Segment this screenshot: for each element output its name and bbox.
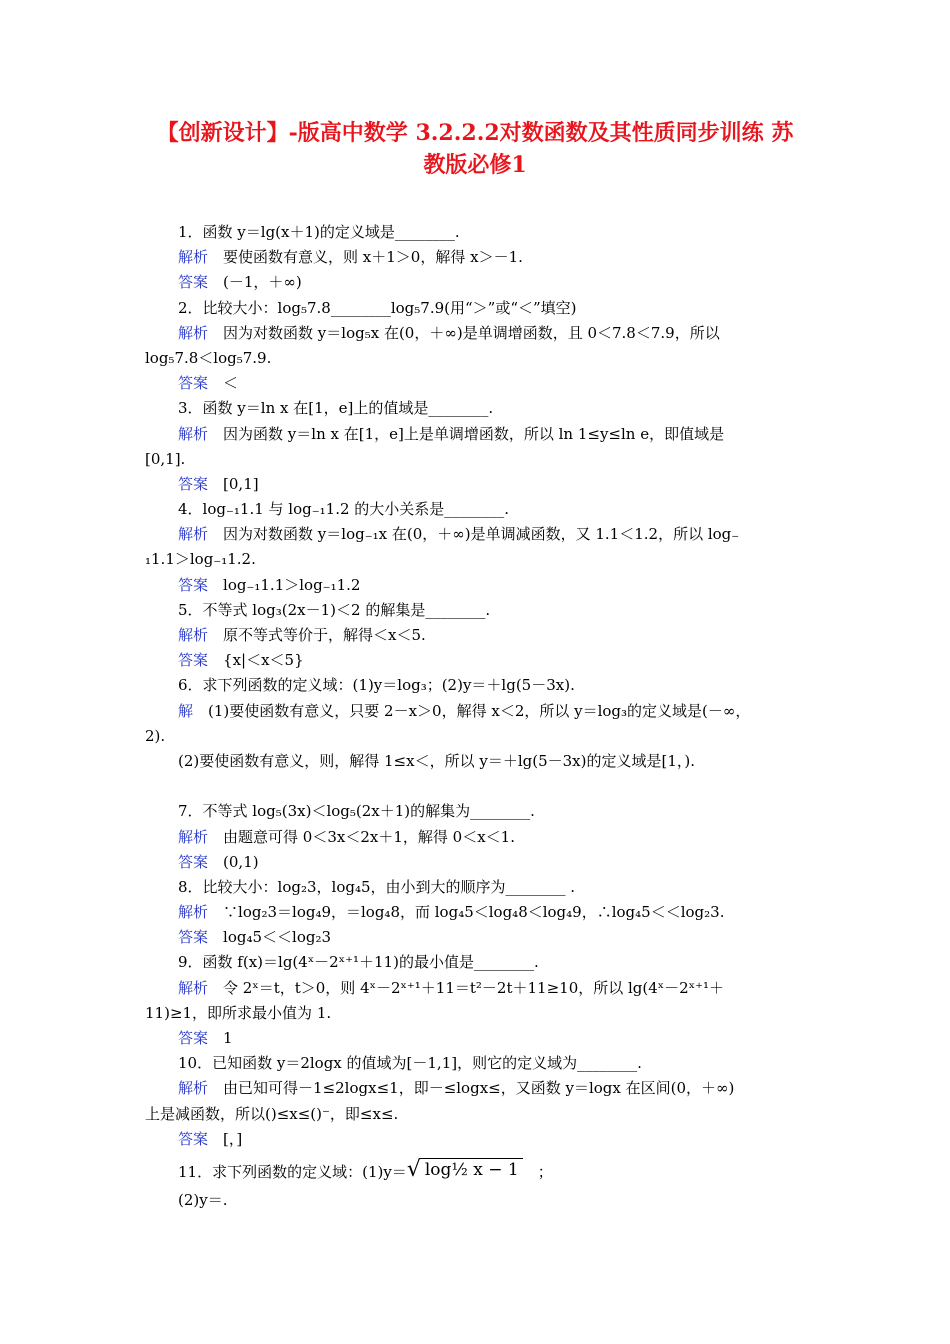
answer-label: 答案	[178, 852, 209, 871]
answer-label: 答案	[178, 1129, 209, 1148]
question-11-text: 11．求下列函数的定义域：(1)y＝	[178, 1162, 407, 1181]
answer-label: 答案	[178, 575, 209, 594]
answer-1	[145, 270, 807, 295]
answer-label: 答案	[178, 1029, 209, 1047]
analysis-text: 由已知可得－1≤2logx≤1，即－≤logx≤，又函数 y＝logx 在区间(0，＋∞)	[223, 1079, 735, 1098]
analysis-9	[145, 976, 807, 1001]
analysis-5	[145, 623, 807, 648]
answer-text: ＜	[223, 374, 239, 393]
analysis-label: 解析	[178, 424, 209, 443]
question-1: 1．函数 y＝lg(x＋1)的定义域是________.	[178, 223, 460, 241]
question-9: 9．函数 f(x)＝lg(4ˣ－2ˣ⁺¹＋11)的最小值是________.	[178, 953, 539, 972]
analysis-text: 因为对数函数 y＝log₋₁x 在(0，＋∞)是单调减函数，又 1.1＜1.2，所以 log₋	[223, 525, 740, 544]
solution-6-cont: 2).	[145, 726, 166, 745]
answer-label: 答案	[178, 374, 209, 393]
analysis-label: 解析	[178, 978, 209, 997]
question-11-sep: ；	[537, 1162, 553, 1181]
analysis-label: 解析	[178, 903, 209, 922]
radical-sign-icon: √	[406, 1156, 421, 1182]
sqrt-expression	[407, 1154, 523, 1184]
answer-text: log₋₁1.1＞log₋₁1.2	[223, 575, 361, 594]
analysis-10-cont: 上是减函数，所以()≤x≤()⁻，即≤x≤.	[145, 1104, 399, 1123]
question-7: 7．不等式 log₅(3x)＜log₅(2x＋1)的解集为________.	[178, 802, 535, 821]
analysis-text: 要使函数有意义，则 x＋1＞0，解得 x＞－1.	[223, 248, 523, 267]
title-line-2: 教版必修1	[423, 152, 527, 178]
answer-8	[145, 925, 807, 950]
answer-text: (0,1)	[223, 852, 259, 871]
answer-text: [，]	[223, 1129, 243, 1148]
title-line-1: 【创新设计】-版高中数学 3.2.2.2对数函数及其性质同步训练 苏	[156, 120, 794, 146]
analysis-text: 令 2ˣ＝t，t＞0，则 4ˣ－2ˣ⁺¹＋11＝t²－2t＋11≥10，所以 lg(4ˣ－2ˣ⁺¹＋	[223, 978, 724, 997]
question-11-part2: (2)y＝.	[178, 1190, 228, 1209]
question-2: 2．比较大小：log₅7.8________log₅7.9(用“＞”或“＜”填空)	[178, 298, 577, 317]
answer-text: (－1，＋∞)	[223, 273, 302, 292]
answer-label: 答案	[178, 928, 209, 947]
answer-4	[145, 573, 807, 598]
question-11	[145, 1156, 807, 1188]
analysis-label: 解析	[178, 827, 209, 846]
answer-text: [0,1]	[223, 474, 259, 493]
answer-text: {x|＜x＜5}	[223, 651, 304, 670]
solution-6-part2: (2)要使函数有意义，则，解得 1≤x＜，所以 y＝＋lg(5－3x)的定义域是[1，).	[178, 751, 695, 770]
radicand: log½ x − 1	[421, 1158, 523, 1181]
analysis-label: 解析	[178, 248, 209, 267]
analysis-4	[145, 522, 807, 547]
solution-text: (1)要使函数有意义，只要 2－x＞0，解得 x＜2，所以 y＝log₃的定义域是(－∞，	[208, 701, 751, 720]
analysis-3	[145, 422, 807, 447]
question-8: 8．比较大小：log₂3，log₄5，由小到大的顺序为________ .	[178, 877, 576, 896]
analysis-label: 解析	[178, 323, 209, 342]
spacer	[145, 774, 807, 799]
solution-label: 解	[178, 701, 194, 720]
analysis-text: 因为函数 y＝ln x 在[1，e]上是单调增函数，所以 ln 1≤y≤ln e，即值域是	[223, 424, 725, 443]
answer-text: 1	[223, 1029, 233, 1047]
analysis-text: 原不等式等价于，解得＜x＜5.	[223, 626, 426, 644]
answer-2	[145, 371, 807, 396]
analysis-10	[145, 1076, 807, 1101]
answer-text: log₄5＜＜log₂3	[223, 928, 332, 947]
analysis-label: 解析	[178, 525, 209, 544]
analysis-label: 解析	[178, 1079, 209, 1098]
analysis-8	[145, 900, 807, 925]
answer-10	[145, 1127, 807, 1152]
answer-label: 答案	[178, 651, 209, 670]
analysis-7	[145, 825, 807, 850]
analysis-text: 因为对数函数 y＝log₅x 在(0，＋∞)是单调增函数，且 0＜7.8＜7.9，所以	[223, 323, 720, 342]
answer-9	[145, 1026, 807, 1051]
solution-6	[145, 699, 807, 724]
question-4: 4．log₋₁1.1 与 log₋₁1.2 的大小关系是________.	[178, 500, 510, 519]
answer-label: 答案	[178, 273, 209, 292]
answer-3	[145, 472, 807, 497]
exercise-content	[145, 220, 807, 1213]
analysis-text: ∵log₂3＝log₄9，＝log₄8，而 log₄5＜log₄8＜log₄9，∴log₄5＜＜log₂3.	[223, 903, 725, 922]
document-title	[110, 117, 840, 181]
analysis-4-cont: ₁1.1＞log₋₁1.2.	[145, 550, 256, 569]
question-3: 3．函数 y＝ln x 在[1，e]上的值域是________.	[178, 399, 494, 418]
analysis-2	[145, 321, 807, 346]
question-10: 10．已知函数 y＝2logx 的值域为[－1,1]，则它的定义域为________.	[178, 1054, 642, 1073]
question-6: 6．求下列函数的定义域：(1)y＝log₃；(2)y＝＋lg(5－3x).	[178, 676, 575, 695]
analysis-3-cont: [0,1].	[145, 449, 186, 468]
analysis-1	[145, 245, 807, 270]
question-5: 5．不等式 log₃(2x－1)＜2 的解集是________.	[178, 600, 491, 619]
answer-label: 答案	[178, 474, 209, 493]
analysis-9-cont: 11)≥1，即所求最小值为 1.	[145, 1003, 332, 1022]
answer-7	[145, 850, 807, 875]
analysis-text: 由题意可得 0＜3x＜2x＋1，解得 0＜x＜1.	[223, 827, 515, 846]
analysis-2-cont: log₅7.8＜log₅7.9.	[145, 348, 272, 367]
answer-5	[145, 648, 807, 673]
analysis-label: 解析	[178, 626, 209, 644]
